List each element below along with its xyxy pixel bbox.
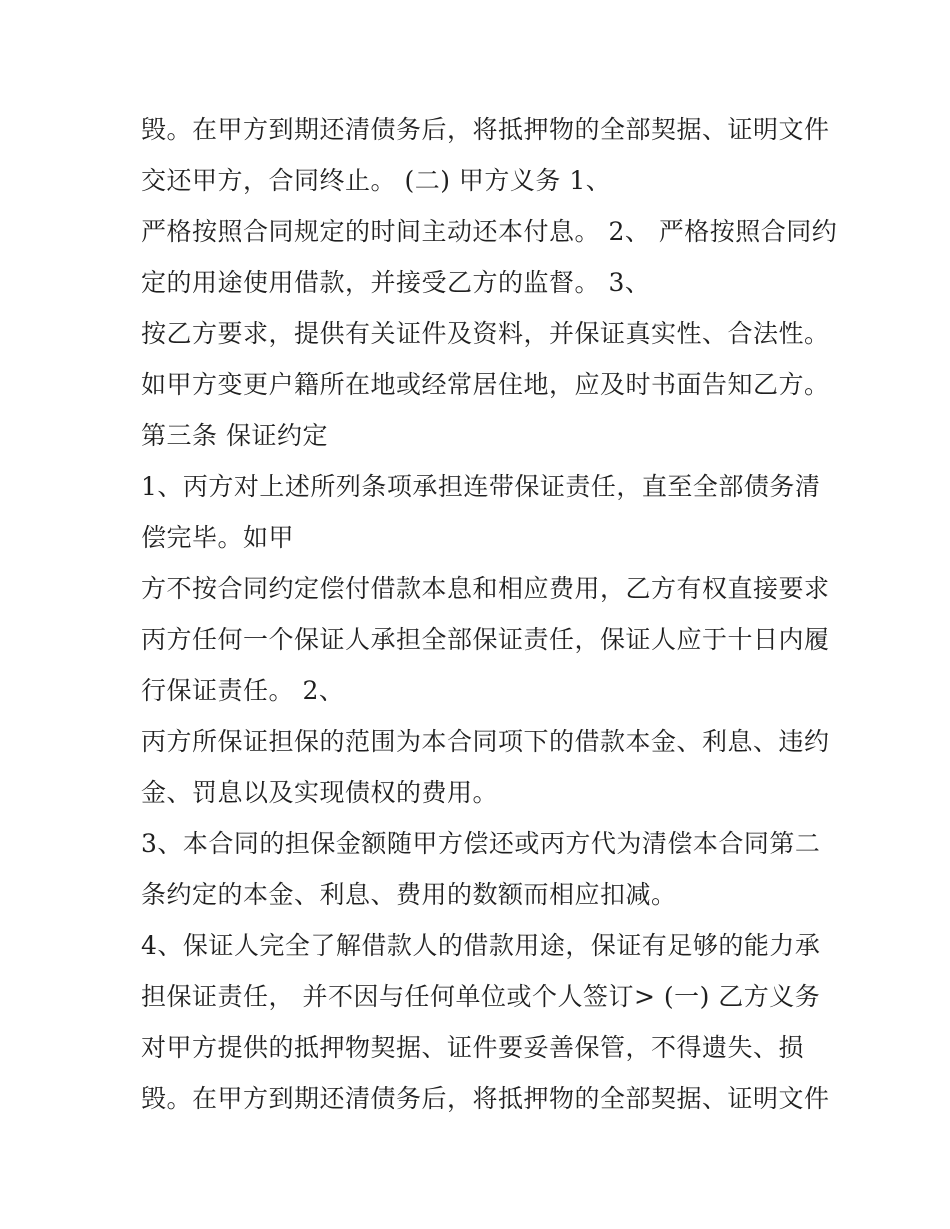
text-line: 担保证责任， 并不因与任何单位或个人签订> (一) 乙方义务 [141,982,821,1011]
text-line: 1、丙方对上述所列条项承担连带保证责任，直至全部债务清 [141,472,821,501]
text-line: 严格按照合同规定的时间主动还本付息。 2、 严格按照合同约 [141,217,838,246]
text-line: 丙方任何一个保证人承担全部保证责任，保证人应于十日内履 [141,625,830,654]
text-line: 对甲方提供的抵押物契据、证件要妥善保管，不得遗失、损 [141,1033,805,1062]
text-line: 按乙方要求，提供有关证件及资料，并保证真实性、合法性。 [141,319,830,348]
text-line: 定的用途使用借款，并接受乙方的监督。 3、 [141,268,651,297]
text-line: 方不按合同约定偿付借款本息和相应费用，乙方有权直接要求 [141,574,830,603]
text-line: 3、本合同的担保金额随甲方偿还或丙方代为清偿本合同第二 [141,829,821,858]
text-line: 交还甲方，合同终止。 (二) 甲方义务 1、 [141,166,612,195]
text-line: 4、保证人完全了解借款人的借款用途，保证有足够的能力承 [141,931,821,960]
text-line: 毁。在甲方到期还清债务后，将抵押物的全部契据、证明文件 [141,1084,830,1113]
text-line: 行保证责任。 2、 [141,676,345,705]
contract-text [141,110,841,1130]
text-line: 丙方所保证担保的范围为本合同项下的借款本金、利息、违约 [141,727,830,756]
text-line: 条约定的本金、利息、费用的数额而相应扣减。 [141,880,677,909]
text-line: 金、罚息以及实现债权的费用。 [141,778,499,807]
text-line: 偿完毕。如甲 [141,523,295,552]
section-heading: 第三条 保证约定 [141,421,328,450]
text-line: 毁。在甲方到期还清债务后，将抵押物的全部契据、证明文件 [141,115,830,144]
text-line: 如甲方变更户籍所在地或经常居住地，应及时书面告知乙方。 [141,370,830,399]
